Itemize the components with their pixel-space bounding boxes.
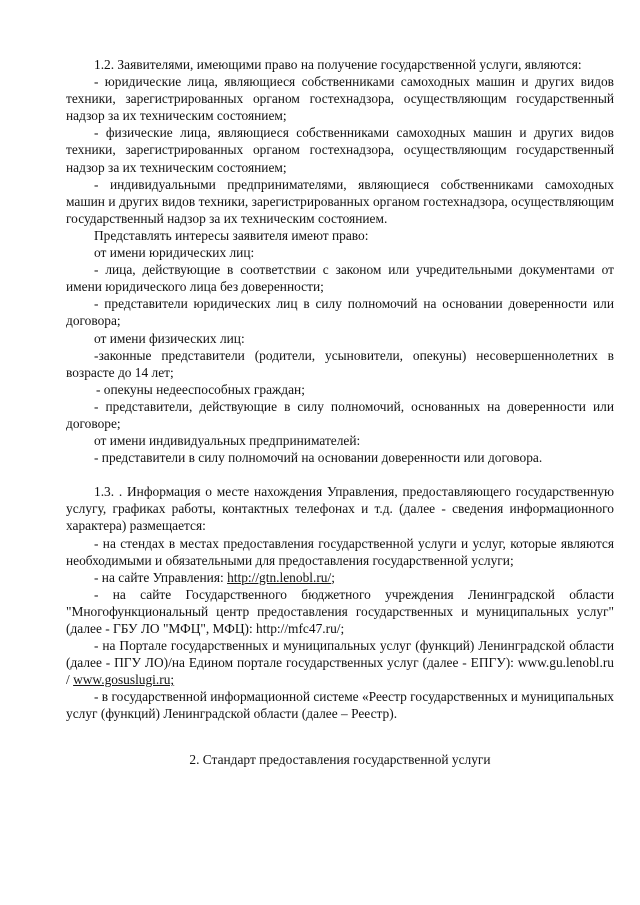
applicant-item-physical: - физические лица, являющиеся собственниками самоходных машин и других видов техники, зарегистрированных органом гостехнадзора, осуществляющим государственный надзор за их техническим состоянием; xyxy=(66,125,614,175)
gosuslugi-link[interactable]: www.gosuslugi.ru; xyxy=(73,672,175,688)
applicant-item-legal: - юридические лица, являющиеся собственниками самоходных машин и других видов техники, зарегистрированных органом гостехнадзора, осуществляющим государственный надзор за их техническим состоянием; xyxy=(66,74,614,124)
physical-representatives-title: от имени физических лиц: xyxy=(94,330,245,346)
applicant-item-entrepreneur: - индивидуальными предпринимателями, являющиеся собственниками самоходных машин и других видов техники, зарегистрированных органом гостехнадзора, осуществляющим государственный надзор за их техническим состоянием. xyxy=(66,176,614,226)
info-item-mfc: - на сайте Государственного бюджетного учреждения Ленинградской области "Многофункциональный центр предоставления государственных и муниципальных услуг" (далее - ГБУ ЛО "МФЦ", МФЦ): http://mfc47.ru/; xyxy=(66,586,614,636)
info-item-site-prefix: - на сайте Управления: xyxy=(94,569,228,585)
physical-rep-item: -законные представители (родители, усыновители, опекуны) несовершеннолетних в возрасте до 14 лет; xyxy=(66,347,614,380)
physical-rep-item: - опекуны недееспособных граждан; xyxy=(96,381,305,397)
representatives-title: Представлять интересы заявителя имеют право: xyxy=(94,227,369,243)
section-2-heading: 2. Стандарт предоставления государственной услуги xyxy=(189,751,491,767)
legal-rep-item: - представители юридических лиц в силу полномочий на основании доверенности или договора; xyxy=(66,296,614,329)
legal-representatives-title: от имени юридических лиц: xyxy=(94,245,255,261)
legal-rep-item: - лица, действующие в соответствии с законом или учредительными документами от имени юридического лица без доверенности; xyxy=(66,262,614,295)
info-item-stands: - на стендах в местах предоставления государственной услуги и услуг, которые являются необходимыми и обязательными для предоставления государственной услуги; xyxy=(66,535,614,568)
physical-rep-item: - представители, действующие в силу полномочий, основанных на доверенности или договоре; xyxy=(66,398,614,431)
section-1-3-intro: 1.3. . Информация о месте нахождения Управления, предоставляющего государственную услугу, графиках работы, контактных телефонах и т.д. (далее - сведения информационного характера) размещается: xyxy=(66,484,614,534)
info-item-site-suffix: ; xyxy=(331,569,335,585)
info-item-site xyxy=(66,569,614,586)
section-1-2-intro: 1.2. Заявителями, имеющими право на получение государственной услуги, являются: xyxy=(94,57,582,72)
info-item-portal-prefix: - на Портале государственных и муниципальных услуг (функций) Ленинградской области (далее - ПГУ ЛО)/на Едином портале государственных услуг (далее - ЕПГУ): www.gu.lenobl.ru / xyxy=(66,638,614,688)
document-page xyxy=(66,56,614,768)
info-item-registry: - в государственной информационной системе «Реестр государственных и муниципальных услуг (функций) Ленинградской области (далее – Реестр). xyxy=(66,689,614,722)
entrepreneur-rep-item: - представители в силу полномочий на основании доверенности или договора. xyxy=(94,450,543,466)
management-site-link[interactable]: http://gtn.lenobl.ru/ xyxy=(227,569,332,585)
entrepreneur-representatives-title: от имени индивидуальных предпринимателей: xyxy=(94,433,361,449)
info-item-portal xyxy=(66,637,614,688)
